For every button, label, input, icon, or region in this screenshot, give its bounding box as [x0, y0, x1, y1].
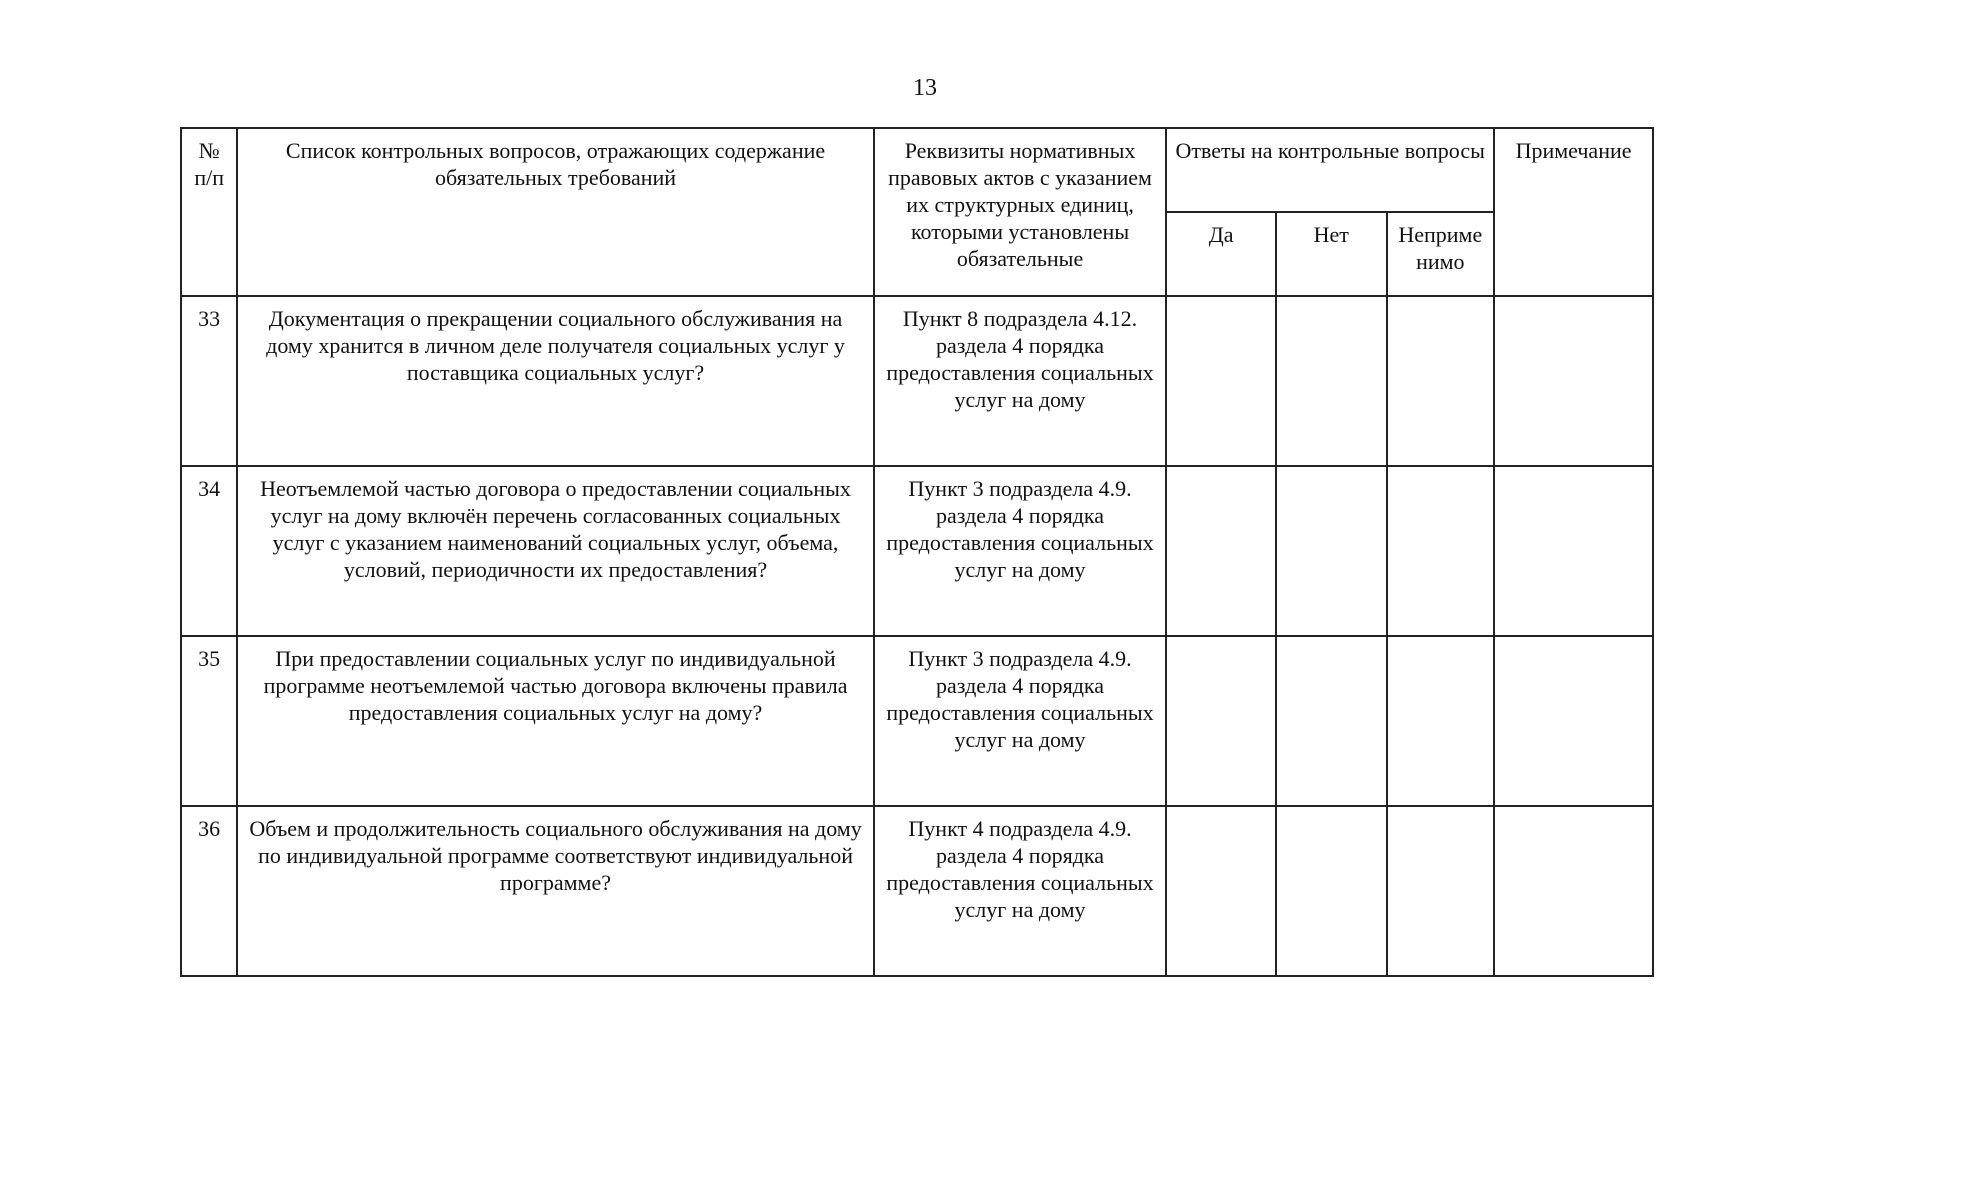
header-answers: Ответы на контрольные вопросы — [1166, 128, 1494, 212]
table-header — [181, 128, 1653, 296]
row-question: При предоставлении социальных услуг по индивидуальной программе неотъемлемой частью договора включены правила предоставления социальных услуг на дому? — [237, 636, 873, 806]
row-num: 34 — [181, 466, 237, 636]
row-requisite: Пункт 4 подраздела 4.9. раздела 4 порядка предоставления социальных услуг на дому — [874, 806, 1167, 976]
answer-yes-cell[interactable] — [1166, 806, 1276, 976]
answer-yes-cell[interactable] — [1166, 296, 1276, 466]
answer-na-cell[interactable] — [1387, 296, 1495, 466]
note-cell[interactable] — [1494, 466, 1653, 636]
header-num: № п/п — [181, 128, 237, 296]
row-requisite: Пункт 8 подраздела 4.12. раздела 4 порядка предоставления социальных услуг на дому — [874, 296, 1167, 466]
row-num: 35 — [181, 636, 237, 806]
header-questions: Список контрольных вопросов, отражающих содержание обязательных требований — [237, 128, 873, 296]
table-row — [181, 296, 1653, 466]
row-num: 36 — [181, 806, 237, 976]
answer-yes-cell[interactable] — [1166, 636, 1276, 806]
row-question: Неотъемлемой частью договора о предоставлении социальных услуг на дому включён перечень согласованных социальных услуг с указанием наименований социальных услуг, объема, условий, периодичности их предоставления? — [237, 466, 873, 636]
header-note: Примечание — [1494, 128, 1653, 296]
table-row — [181, 636, 1653, 806]
header-yes: Да — [1166, 212, 1276, 296]
answer-yes-cell[interactable] — [1166, 466, 1276, 636]
header-requisites — [874, 128, 1167, 296]
answer-na-cell[interactable] — [1387, 466, 1495, 636]
checklist-table — [180, 127, 1654, 977]
table-row — [181, 806, 1653, 976]
note-cell[interactable] — [1494, 636, 1653, 806]
header-no: Нет — [1276, 212, 1387, 296]
table-row — [181, 466, 1653, 636]
header-not-applicable: Неприме нимо — [1387, 212, 1495, 296]
row-requisite: Пункт 3 подраздела 4.9. раздела 4 порядка предоставления социальных услуг на дому — [874, 466, 1167, 636]
answer-no-cell[interactable] — [1276, 806, 1387, 976]
table-body — [181, 296, 1653, 976]
row-requisite: Пункт 3 подраздела 4.9. раздела 4 порядка предоставления социальных услуг на дому — [874, 636, 1167, 806]
answer-no-cell[interactable] — [1276, 466, 1387, 636]
note-cell[interactable] — [1494, 806, 1653, 976]
row-num: 33 — [181, 296, 237, 466]
row-question: Объем и продолжительность социального обслуживания на дому по индивидуальной программе соответствуют индивидуальной программе? — [237, 806, 873, 976]
page-number: 13 — [913, 75, 937, 101]
answer-na-cell[interactable] — [1387, 806, 1495, 976]
header-requisites-text: Реквизиты нормативных правовых актов с указанием их структурных единиц, которыми установлены обязательные — [888, 138, 1152, 271]
row-question: Документация о прекращении социального обслуживания на дому хранится в личном деле получателя социальных услуг у поставщика социальных услуг? — [237, 296, 873, 466]
note-cell[interactable] — [1494, 296, 1653, 466]
answer-na-cell[interactable] — [1387, 636, 1495, 806]
answer-no-cell[interactable] — [1276, 636, 1387, 806]
answer-no-cell[interactable] — [1276, 296, 1387, 466]
